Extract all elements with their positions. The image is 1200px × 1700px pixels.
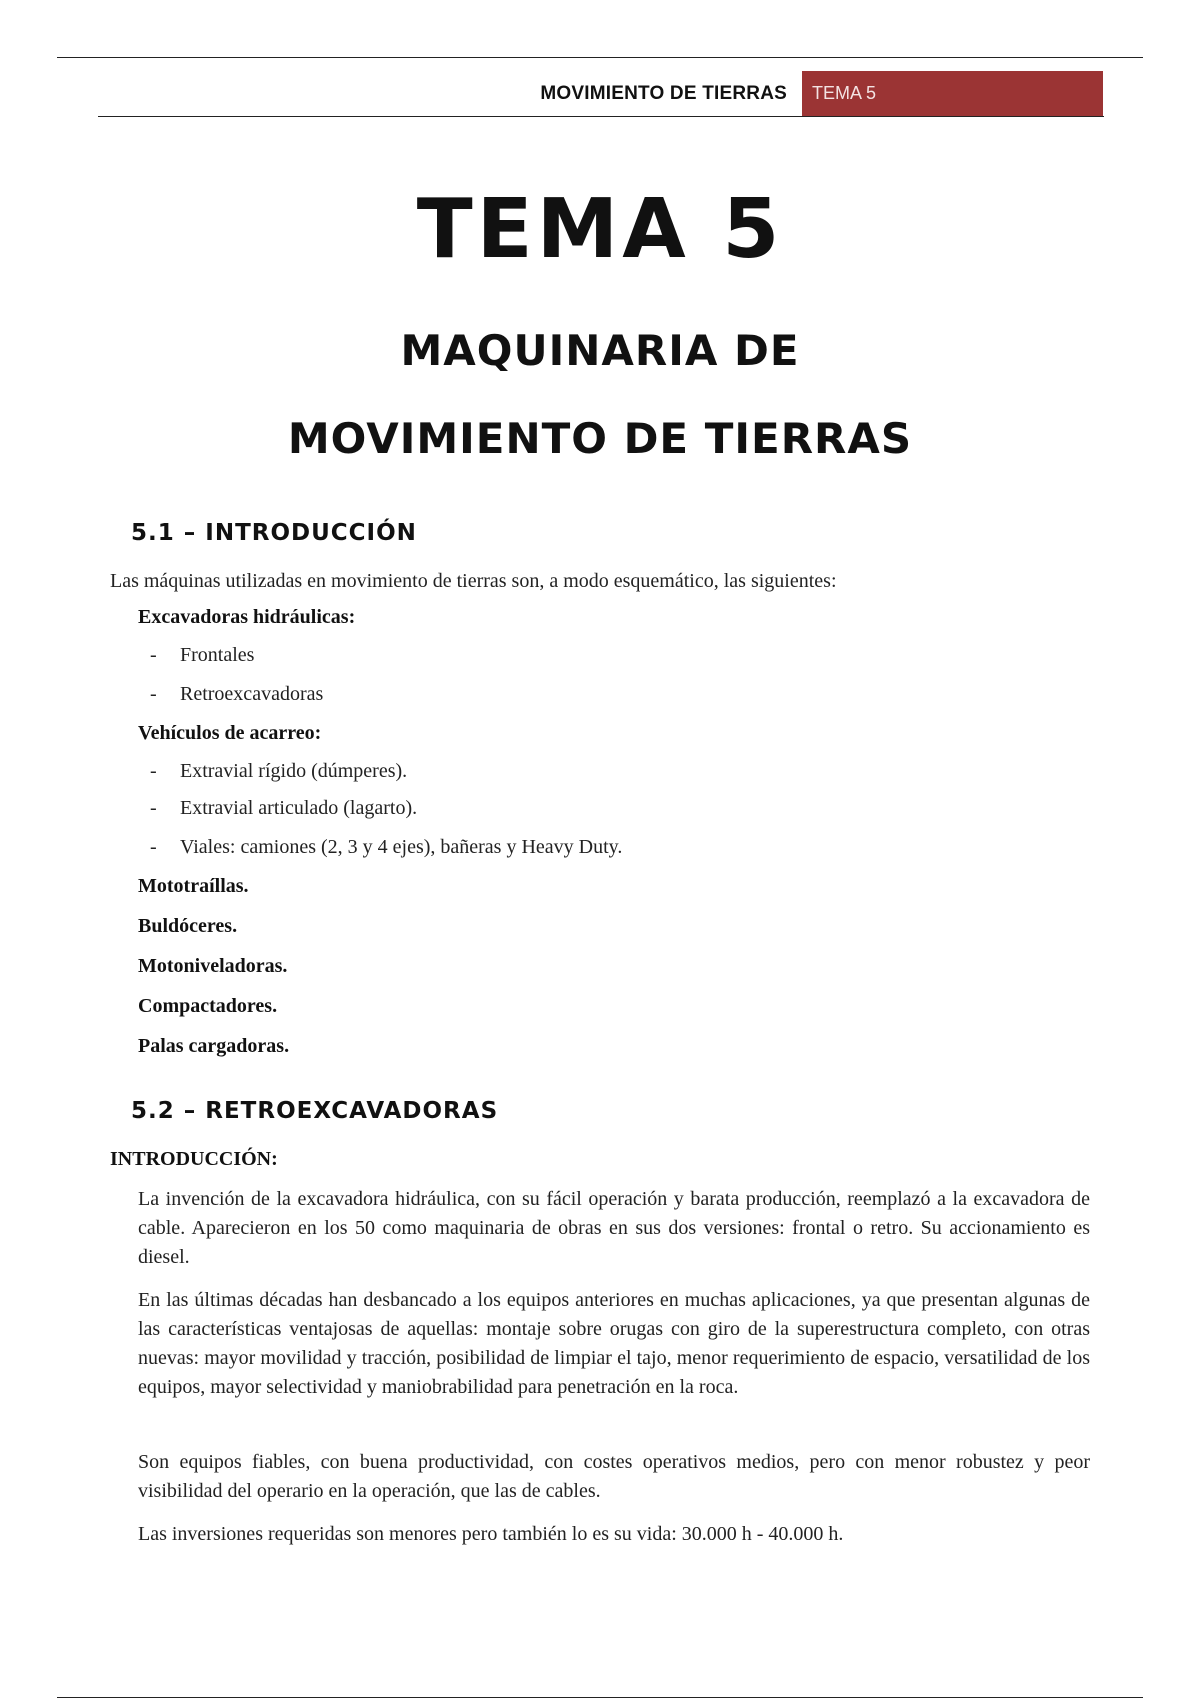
header-rule	[98, 116, 1104, 117]
vehiculos-label: Vehículos de acarreo:	[138, 722, 322, 744]
subtitle-line-1: MAQUINARIA DE	[400, 326, 800, 375]
paragraph: En las últimas décadas han desbancado a los equipos anteriores en muchas aplicaciones, ya que presentan algunas de las características ventajosas de aquellas: montaje sobre orugas con giro de la superestructura completo, con otras nuevas: mayor movilidad y tracción, posibilidad de limpiar el tajo, menor requerimiento de espacio, versatilidad de los equipos, mayor selectividad y maniobrabilidad para penetración en la roca.	[138, 1289, 1090, 1398]
bottom-rule	[57, 1697, 1143, 1698]
intro-lead: Las máquinas utilizadas en movimiento de tierras son, a modo esquemático, las siguientes:	[110, 570, 837, 592]
section-heading-introduccion: 5.1 – INTRODUCCIÓN	[131, 520, 417, 546]
list-item: - Frontales	[150, 644, 255, 666]
main-title: TEMA 5	[416, 182, 784, 277]
machine-type-buldoceres: Buldóceres.	[138, 915, 238, 937]
list-item: - Extravial rígido (dúmperes).	[150, 760, 408, 782]
list-item: - Viales: camiones (2, 3 y 4 ejes), bañeras y Heavy Duty.	[150, 836, 623, 858]
machine-type-motoniveladoras: Motoniveladoras.	[138, 955, 288, 977]
top-rule	[57, 57, 1143, 58]
machine-type-mototraillas: Mototraíllas.	[138, 875, 249, 897]
subtitle-line-2: MOVIMIENTO DE TIERRAS	[287, 414, 913, 463]
section-heading-retroexcavadoras: 5.2 – RETROEXCAVADORAS	[131, 1098, 499, 1124]
list-item: - Retroexcavadoras	[150, 683, 324, 705]
intro-sublabel: INTRODUCCIÓN:	[110, 1148, 278, 1170]
paragraph: Las inversiones requeridas son menores pero también lo es su vida: 30.000 h - 40.000 h.	[138, 1523, 844, 1545]
paragraph: La invención de la excavadora hidráulica, con su fácil operación y barata producción, reemplazó a la excavadora de cable. Aparecieron en los 50 como maquinaria de obras en sus dos versiones: frontal o retro. Su accionamiento es diesel.	[138, 1188, 1090, 1268]
machine-type-compactadores: Compactadores.	[138, 995, 278, 1017]
paragraph: Son equipos fiables, con buena productividad, con costes operativos medios, pero con menor robustez y peor visibilidad del operario en la operación, que las de cables.	[138, 1451, 1090, 1502]
header-tab: TEMA 5	[802, 71, 1103, 116]
list-item: - Extravial articulado (lagarto).	[150, 797, 418, 819]
header-title: MOVIMIENTO DE TIERRAS	[540, 83, 787, 104]
machine-type-palas-cargadoras: Palas cargadoras.	[138, 1035, 290, 1057]
excavadoras-label: Excavadoras hidráulicas:	[138, 606, 356, 628]
